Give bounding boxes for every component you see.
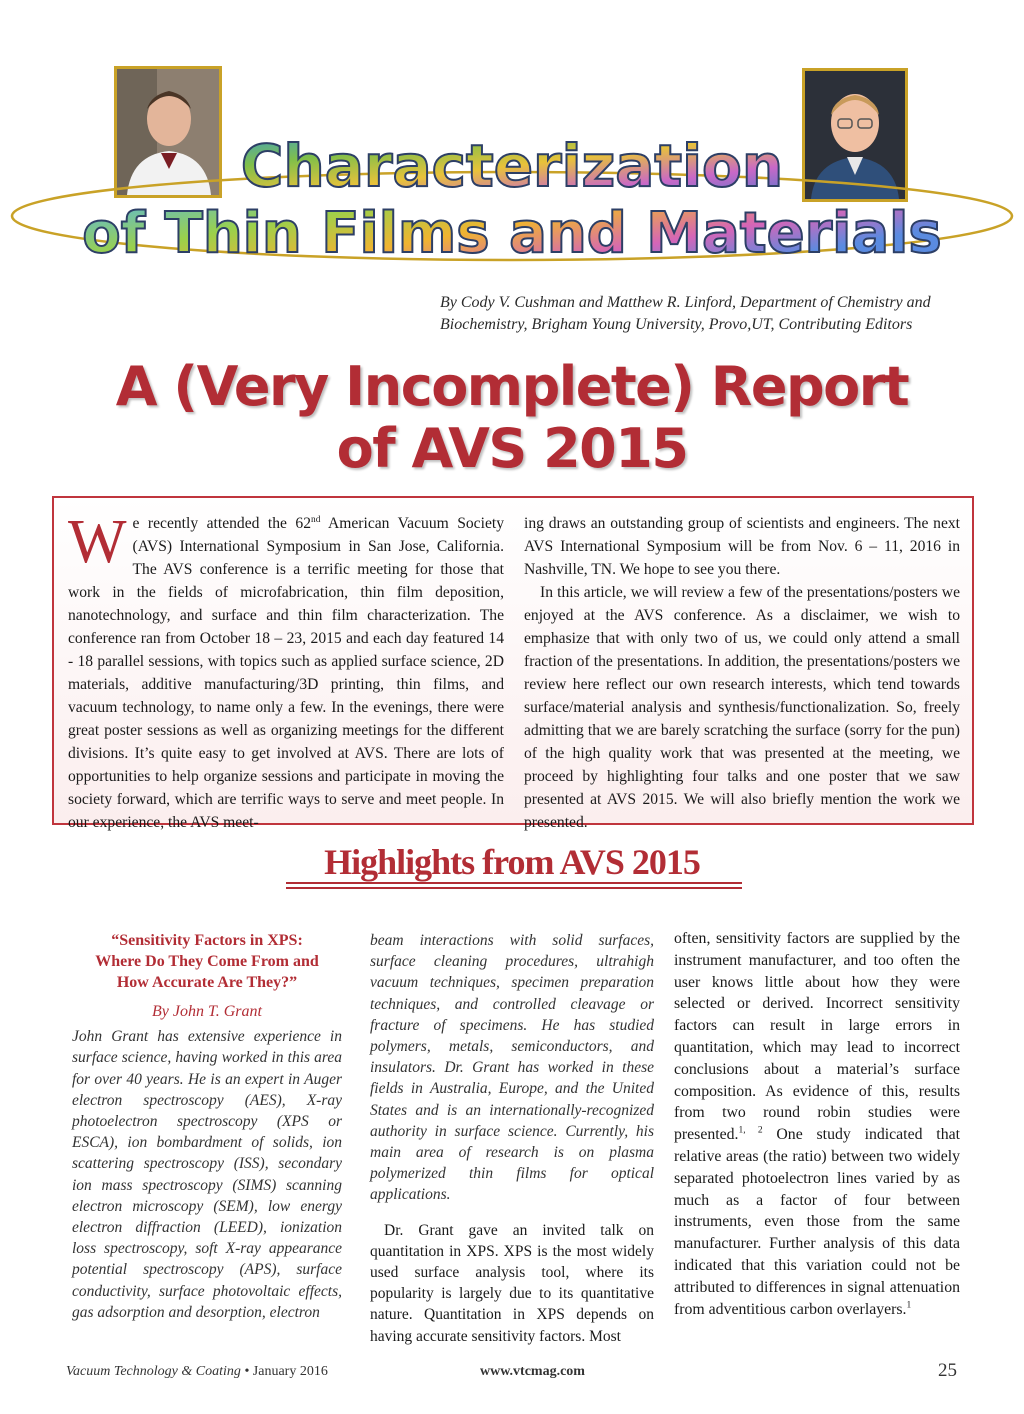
talk-body: Dr. Grant gave an invited talk on quantitation in XPS. XPS is the most widely used surface analysis tool, where its popularity is largely due to its quantitative nature. Quantitation in XPS depends on having accurate sensitivity factors. Most [370, 1221, 654, 1345]
footer-publication-name: Vacuum Technology & Coating [66, 1364, 241, 1379]
article-title [40, 356, 984, 480]
byline-line1: By Cody V. Cushman and Matthew R. Linford, Department of Chemistry and [440, 294, 931, 311]
drop-cap: W [68, 508, 127, 576]
citation-sup-1: 1, 2 [738, 1125, 763, 1136]
byline [440, 292, 980, 336]
footer-publication [66, 1364, 328, 1380]
intro-paragraph-2: In this article, we will review a few of the presentations/posters we enjoyed at the AVS conference. As a disclaimer, we wish to emphasize that with only two of us, we could only attend a small fraction of the presentations. In addition, the presentations/posters we review here reflect our own research interests, which tend towards surface/material analysis and synthesis/functionalization. So, freely admitting that we are barely scratching the surface (sorry for the pun) of the high quality work that was presented at the meeting, we proceed by highlighting four talks and one poster that we saw presented at AVS 2015. We will also briefly mention the work we presented. [524, 584, 960, 831]
footer-date: January 2016 [252, 1364, 328, 1379]
talk-body-end: One study indicated that relative areas (the ratio) between two widely separated photoelectron lines varied by as much as a factor of four between instruments, even those from the same manufacturer. Further analysis of this data indicated that this variation could not be attributed to differences in signal attenuation from adventitious carbon overlayers. [674, 1126, 960, 1318]
intro-column-right [524, 512, 960, 834]
intro-box [52, 496, 974, 831]
citation-sup-2: 1 [906, 1300, 912, 1311]
talk-title-line3: How Accurate Are They?” [116, 974, 298, 991]
section-rule [286, 882, 742, 884]
talk-author: By John T. Grant [152, 1003, 262, 1020]
footer-website[interactable]: www.vtcmag.com [480, 1364, 585, 1379]
intro-text-b: American Vacuum Society (AVS) International Symposium in San Jose, California. The AVS conference is a terrific meeting for those that work in the fields of microfabrication, thin film deposition, nanotechnology, and surface and thin film characterization. The conference ran from October 18 – 23, 2015 and each day featured 14 - 18 parallel sessions, with topics such as applied surface science, 2D materials, additive manufacturing/3D printing, thin films, and vacuum technology, to name only a few. In the evenings, there were great poster sessions as well as organizing meetings for the different divisions. It’s quite easy to get involved at AVS. There are lots of opportunities to help organize sessions and participate in moving the society forward, which are terrific ways to serve and meet people. In our experience, the AVS meet- [68, 515, 504, 831]
intro-column-left [68, 508, 504, 834]
column-3 [674, 928, 960, 1320]
intro-sup: nd [311, 514, 321, 525]
talk-title [72, 930, 342, 993]
masthead-line2: of Thin Films and Materials [82, 201, 942, 266]
intro-paragraph-1-continued: ing draws an outstanding group of scientists and engineers. The next AVS International Symposium will be from Nov. 6 – 11, 2016 in Nashville, TN. We hope to see you there. [524, 515, 960, 578]
intro-paragraph-1 [68, 508, 504, 834]
footer-separator: • [244, 1364, 250, 1379]
talk-body-continued: often, sensitivity factors are supplied by the instrument manufacturer, and too often the user knows little about how they were selected or derived. Incorrect sensitivity factors can result in large errors in quantitation, which may lead to incorrect conclusions about a material’s surface composition. As evidence of this, results from two round robin studies were presented. [674, 930, 960, 1144]
byline-line2: Biochemistry, Brigham Young University, Provo,UT, Contributing Editors [440, 316, 913, 333]
column-1 [72, 930, 342, 1323]
intro-text-a: e recently attended the 62 [132, 515, 312, 532]
talk-title-line1: “Sensitivity Factors in XPS: [111, 932, 303, 949]
page-number: 25 [938, 1360, 957, 1381]
masthead-line1: Characterization [240, 132, 784, 200]
section-heading: Highlights from AVS 2015 [324, 842, 700, 882]
column-2 [370, 930, 654, 1347]
talk-title-line2: Where Do They Come From and [95, 953, 319, 970]
speaker-bio-continued: beam interactions with solid surfaces, surface cleaning procedures, ultrahigh vacuum techniques, specimen preparation techniques, and controlled cleavage or fracture of specimens. He has studied polymers, metals, semiconductors, and insulators. Dr. Grant has worked in these fields in Australia, Europe, and the United States and is an internationally-recognized authority in surface science. Currently, his main area of research is on plasma polymerized thin films for optical applications. [370, 932, 654, 1204]
column-masthead [0, 120, 1024, 270]
article-title-line1: A (Very Incomplete) Report [115, 355, 909, 418]
speaker-bio: John Grant has extensive experience in surface science, having worked in this area for over 40 years. He is an expert in Auger electron spectroscopy (AES), X-ray photoelectron spectroscopy (XPS or ESCA), ion bombardment of solids, ion scattering spectroscopy (ISS), secondary ion mass spectroscopy (SIMS) scanning electron microscopy (SEM), low energy electron diffraction (LEED), ionization loss spectroscopy, soft X-ray appearance potential spectroscopy (APS), surface conductivity, surface photovoltaic effects, gas adsorption and desorption, electron [72, 1028, 342, 1321]
section-rule [286, 887, 742, 889]
article-title-line2: of AVS 2015 [336, 417, 688, 480]
